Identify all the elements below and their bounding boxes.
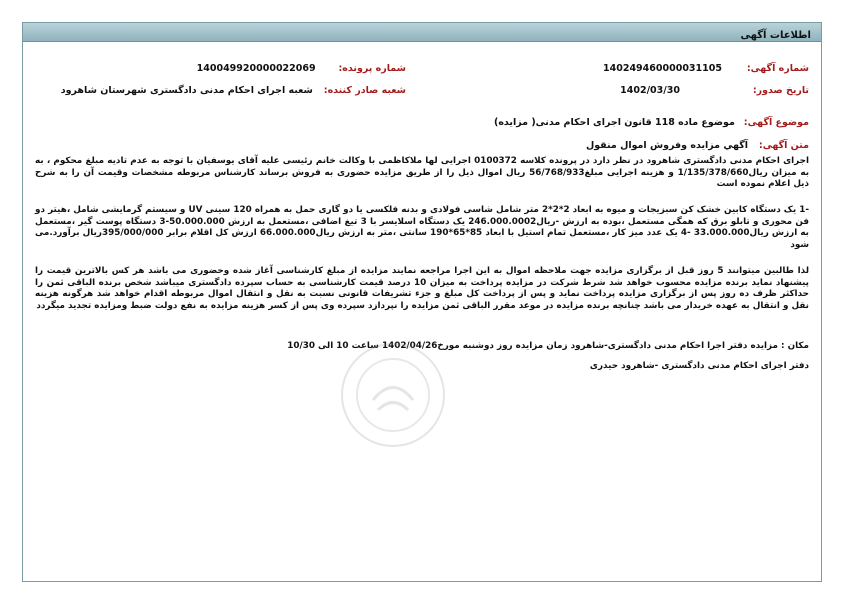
file-number-value: 140049920000022069 (196, 63, 316, 74)
issue-date-label: تاریخ صدور: (752, 85, 809, 96)
issue-date-value: 1402/03/30 (620, 85, 680, 96)
ad-number-value: 140249460000031105 (603, 63, 722, 74)
body-paragraph-4: مکان : مزایده دفتر اجرا احکام مدنی دادگستری-شاهرود زمان مزایده روز دوشنبه مورخ1402/04/26 ساعت 10 الی 10/30 (287, 341, 809, 351)
ad-info-panel (22, 22, 822, 582)
issue-date-row (620, 85, 809, 96)
body-paragraph-5: دفتر اجرای احکام مدنی دادگستری -شاهرود حیدری (589, 361, 809, 371)
body-paragraph-2: -1 یک دستگاه کابین خشک کن سبزیجات و میوه به ابعاد 2*2*2 متر شامل شاسی فولادی و بدنه فلکسی یا دو گاری حمل به همراه 120 سینی UV و سیستم گرمایشی شامل ،هیتر دو فن محوری و تابلو برق که همگی مستعمل ،بوده به ارزش -ریال246.000.0002 یک دستگاه اسلایسر با 3 تیغ اضافی ،مستعمل به ارزش 50.000.000-3 دستگاه پوست گیر ،مستعمل به ارزش ریال33.000.000 -4 یک عدد میز کار ،مستعمل تمام استیل با ابعاد 85*65*190 سانتی ،متر به ارزش ریال66.000.000 ارزش کل اقلام برابر 395/000/000ریال برآورد.می شود (35, 205, 810, 250)
file-number-label: شماره پرونده: (338, 63, 406, 74)
watermark-stamp (341, 343, 445, 447)
watermark-logo (343, 345, 443, 445)
body-paragraph-1: اجرای احکام مدنی دادگستری شاهرود در نظر دارد در پرونده کلاسه 0100372 اجرایی لها ملاکاظمی با وکالت خانم رئیسی علیه آقای یوسفیان با توجه به عدم تادیه مبلغ محکوم ، به به میزان ریال1/135/378/660 و هزینه اجرایی مبلغ56/768/933 ریال اموال ذیل را از طریق مزایده حضوری به فروش برساند کارشناس مربوطه مشخصات وقیمت آن را به شرح ذیل اعلام نموده است (35, 156, 810, 189)
ad-text-title: آگهي مزايده وفروش اموال منقول (585, 140, 749, 151)
body-paragraph-3: لذا طالبین میتوانند 5 روز قبل از برگزاری مزایده جهت ملاحظه اموال به این اجرا مراجعه نمایند مزایده از مبلغ کارشناسی آغاز شده وحضوری می باشد هر کس بالاترین قیمت را پیشنهاد نماید برنده مزایده محسوب خواهد شد شرط شرکت در مزایده پرداخت به میزان 10 درصد قیمت کارشناسی به حساب سپرده دادگستری میباشد شخص برنده الباقی ثمن را حداکثر ظرف ده روز پس از برگزاری مزایده پرداخت نماید و پس از پرداخت کل مبلغ و جزء تشریفات قانونی نسبت به نقل و انتقال اموال مربوطه اقدام خواهد شد هرگونه هزینه نقل و انتقال به عهده خریدار می باشد چنانچه برنده مزایده در موعد مقرر الباقی ثمن مزایده را نپردازد سپرده وی پس از کسر هزینه مزایده به نفع دولت ضبط ومزایده تجدید میگردد (35, 266, 809, 311)
subject-row (494, 117, 809, 128)
issuer-label: شعبه صادر کننده: (323, 85, 406, 96)
issuer-value: شعبه اجرای احکام مدنی دادگستری شهرستان شاهرود (60, 85, 313, 96)
ad-number-label: شماره آگهی: (746, 63, 809, 74)
subject-value: موضوع ماده 118 قانون اجرای احکام مدنی( مزایده) (493, 117, 735, 128)
ad-text-row (586, 140, 809, 151)
ad-number-row (603, 63, 809, 74)
panel-title: اطلاعات آگهی (740, 30, 811, 41)
panel-header (23, 23, 821, 42)
subject-label: موضوع آگهی: (743, 117, 809, 128)
file-number-row (197, 63, 406, 74)
ad-text-label: متن آگهی: (758, 140, 809, 151)
issuer-row (61, 85, 406, 96)
